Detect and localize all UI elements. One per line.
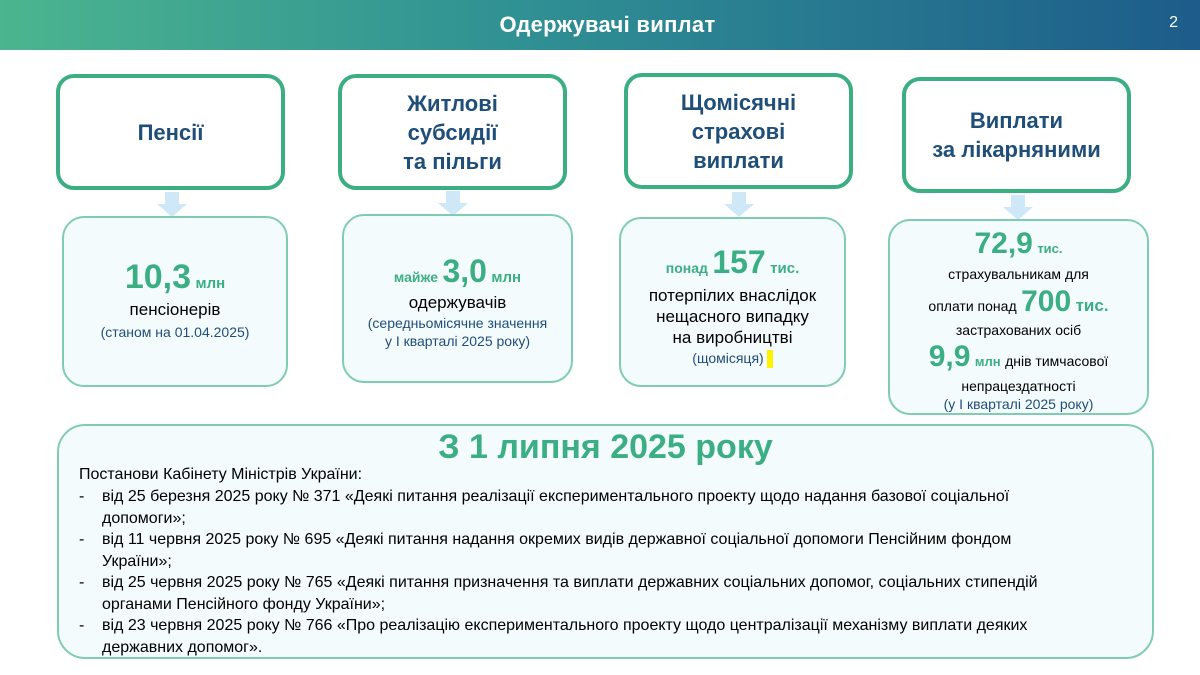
list-item: - від 23 червня 2025 року № 766 «Про реалізацію експериментального проекту щодо централізації механізму виплати деяких державних допомог». (79, 617, 1028, 656)
regulations-title: З 1 липня 2025 року (438, 428, 773, 466)
category-insurance-payments: Щомісячні страхові виплати (624, 73, 853, 189)
category-pensions: Пенсії (56, 74, 285, 190)
down-arrow-icon (724, 192, 754, 218)
page-number: 2 (1169, 14, 1178, 31)
list-item: - від 25 березня 2025 року № 371 «Деякі питання реалізації експериментального проекту щодо надання базової соціальної допомоги»; (79, 488, 1010, 527)
down-arrow-icon (1003, 195, 1033, 221)
pensions-stats: 10,3 млн пенсіонерів (станом на 01.04.2025) (62, 216, 288, 387)
sick-leave-stats: 72,9 тис. страхувальникам для оплати понад 700 тис. застрахованих осіб 9,9 млн днів тимчасової непрацездатності (у І кварталі 2025 року) (888, 219, 1149, 415)
category-sick-leave: Виплати за лікарняними (902, 77, 1131, 193)
subsidies-stats: майже 3,0 млн одержувачів (середньомісячне значення у І кварталі 2025 року) (342, 214, 573, 383)
down-arrow-icon (157, 192, 187, 218)
header-bar (0, 0, 1200, 50)
category-housing-subsidies: Житлові субсидії та пільги (338, 74, 567, 190)
highlight-marker (767, 350, 773, 368)
regulations-list (79, 486, 1139, 658)
regulations-intro: Постанови Кабінету Міністрів України: (79, 466, 363, 483)
page-title: Одержувачі виплат (499, 12, 716, 37)
insurance-stats: понад 157 тис. потерпілих внаслідок нещасного випадку на виробництві (щомісяця) (619, 217, 846, 387)
list-item: - від 25 червня 2025 року № 765 «Деякі питання призначення та виплати державних соціальних допомог, соціальних стипендій органами Пенсійного фонду України»; (79, 574, 1038, 613)
regulations-panel (57, 424, 1154, 659)
list-item: - від 11 червня 2025 року № 695 «Деякі питання надання окремих видів державної соціальної допомоги Пенсійним фондом України»; (79, 531, 1012, 570)
